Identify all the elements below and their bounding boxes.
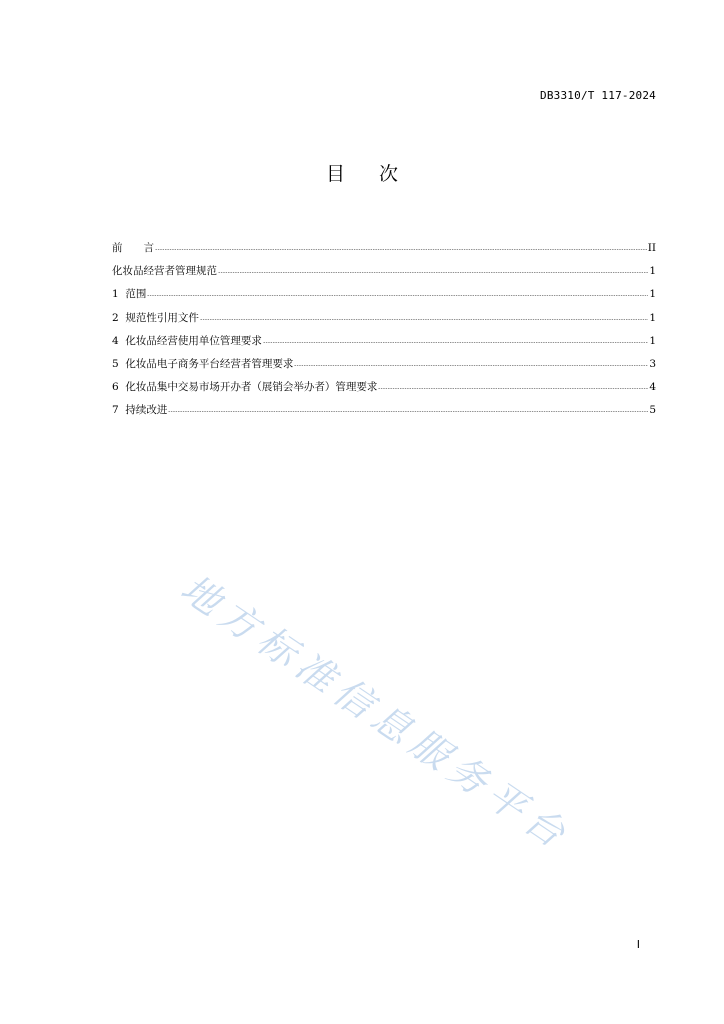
- toc-entry-label: 前 言: [112, 242, 154, 254]
- toc-entry[interactable]: [112, 241, 656, 264]
- toc-entry-page: 1: [649, 288, 656, 301]
- title-part-2: 次: [379, 163, 399, 185]
- toc-entry[interactable]: [112, 264, 656, 287]
- title-part-1: 目: [325, 163, 345, 185]
- page-number: I: [636, 938, 640, 951]
- toc-entry[interactable]: [112, 380, 656, 403]
- toc-entry-page: 4: [649, 381, 656, 394]
- toc-entry-label: 4 化妆品经营使用单位管理要求: [112, 334, 262, 347]
- toc-entry[interactable]: [112, 357, 656, 380]
- toc-dot-leader: [168, 411, 648, 412]
- toc-entry-label: 6 化妆品集中交易市场开办者（展销会举办者）管理要求: [112, 381, 378, 394]
- toc-entry-page: 1: [649, 265, 656, 278]
- toc-entry-label: 1 范围: [112, 288, 147, 301]
- toc-dot-leader: [200, 319, 648, 320]
- toc-entry-label: 2 规范性引用文件: [112, 311, 199, 324]
- toc-entry-page: 1: [649, 311, 656, 324]
- toc-entry-label: 化妆品经营者管理规范: [112, 265, 217, 278]
- toc-entry-page: II: [647, 242, 656, 254]
- toc-entry-page: 3: [649, 357, 656, 370]
- toc-dot-leader: [147, 295, 648, 296]
- toc-entry[interactable]: [112, 334, 656, 357]
- toc-entry-page: 1: [649, 334, 656, 347]
- toc-dot-leader: [263, 342, 648, 343]
- document-code: DB3310/T 117-2024: [540, 89, 656, 102]
- page-title: [0, 159, 724, 186]
- toc-entry-page: 5: [649, 404, 656, 417]
- toc-entry[interactable]: [112, 403, 656, 426]
- toc-dot-leader: [155, 249, 647, 250]
- toc-dot-leader: [218, 272, 648, 273]
- toc-dot-leader: [378, 388, 648, 389]
- toc-entry[interactable]: [112, 287, 656, 310]
- toc-entry-label: 5 化妆品电子商务平台经营者管理要求: [112, 357, 294, 370]
- toc-dot-leader: [294, 365, 648, 366]
- toc-entry[interactable]: [112, 311, 656, 334]
- toc-entry-label: 7 持续改进: [112, 404, 168, 417]
- table-of-contents: [112, 241, 656, 427]
- watermark: 地方标准信息服务平台: [173, 566, 580, 860]
